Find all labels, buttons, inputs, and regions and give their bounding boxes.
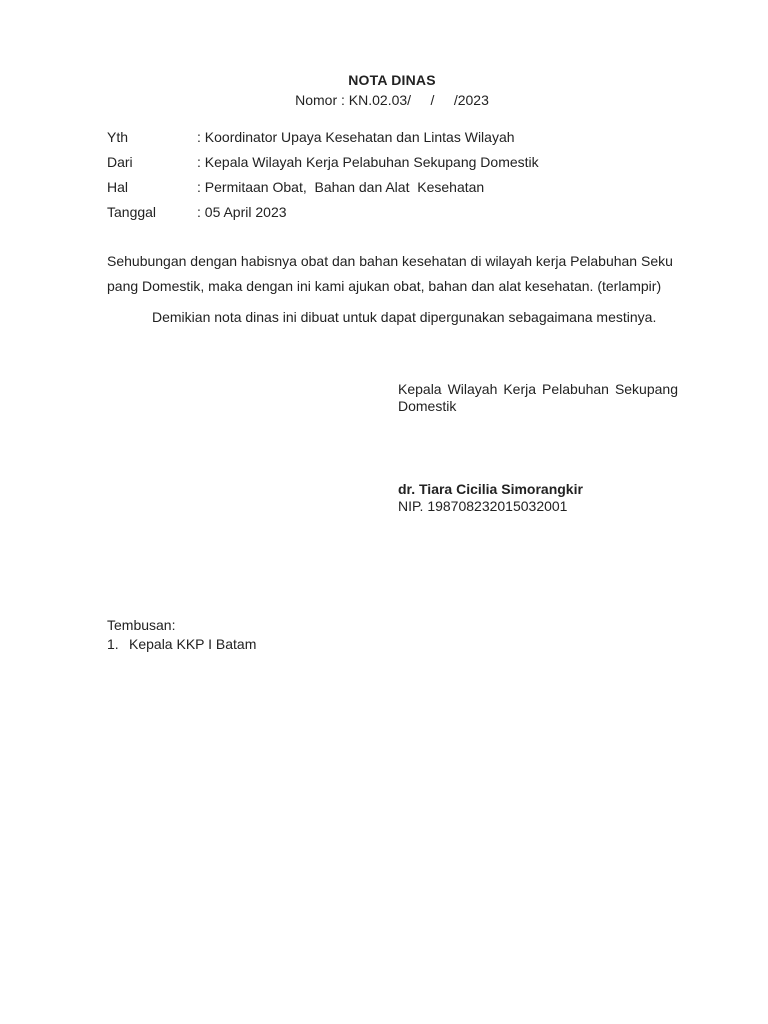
signatory-position: Kepala Wilayah Kerja Pelabuhan Sekupang Domestik [398, 381, 678, 414]
carbon-copy-item-text: Kepala KKP I Batam [129, 636, 257, 652]
memo-header [107, 128, 687, 228]
carbon-copy-section [107, 616, 256, 654]
memo-header-row-date [107, 203, 687, 228]
memo-header-row-recipient [107, 128, 687, 153]
memo-label: Tanggal [107, 204, 157, 220]
document-title: NOTA DINAS [348, 72, 436, 88]
memo-header-row-sender [107, 153, 687, 178]
signatory-position-block [398, 381, 678, 415]
carbon-copy-item [107, 635, 256, 654]
memo-label: Yth [107, 129, 129, 145]
closing-sentence: Demikian nota dinas ini dibuat untuk dapat dipergunakan sebagaimana mestinya. [152, 309, 657, 325]
memo-value: : Koordinator Upaya Kesehatan dan Lintas Wilayah [197, 129, 515, 145]
memo-label: Dari [107, 154, 133, 170]
memo-value: : Permitaan Obat, Bahan dan Alat Kesehatan [197, 179, 485, 195]
carbon-copy-item-number: 1. [107, 636, 119, 652]
carbon-copy-label: Tembusan: [107, 617, 176, 633]
memo-value: : Kepala Wilayah Kerja Pelabuhan Sekupang Domestik [197, 154, 539, 170]
memo-label: Hal [107, 179, 129, 195]
signatory-name: dr. Tiara Cicilia Simorangkir [398, 481, 583, 497]
signatory-nip: NIP. 198708232015032001 [398, 498, 568, 514]
memo-header-row-subject [107, 178, 687, 203]
memo-value: : 05 April 2023 [197, 204, 287, 220]
body-paragraph: Sehubungan dengan habisnya obat dan bahan kesehatan di wilayah kerja Pelabuhan Sekupang Domestik, maka dengan ini kami ajukan obat, bahan dan alat kesehatan. (terlampir) [107, 253, 673, 294]
document-number: Nomor : KN.02.03/ / /2023 [295, 92, 489, 108]
